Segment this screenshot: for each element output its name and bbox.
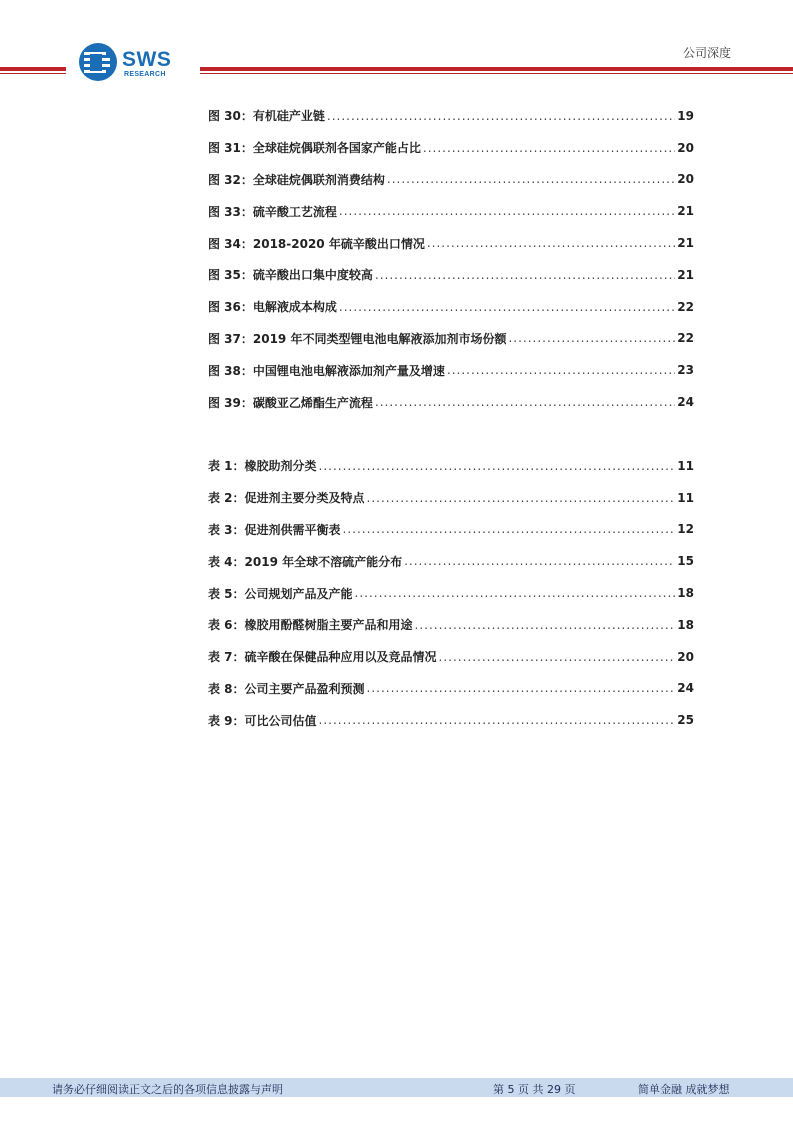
figure-index-entry-page-number: 22 (677, 299, 694, 314)
table-index-entry-page-number: 11 (677, 458, 694, 473)
figure-index-entry[interactable] (208, 164, 694, 196)
figure-index-entry-page-number: 22 (677, 331, 694, 346)
dot-leader (415, 618, 676, 632)
figure-index-entry[interactable] (208, 291, 694, 323)
dot-leader (319, 713, 676, 727)
figure-index-entry-label: 图 32：全球硅烷偶联剂消费结构 (208, 172, 385, 187)
dot-leader (319, 459, 676, 473)
dot-leader (343, 522, 676, 536)
dot-leader (375, 268, 675, 282)
table-index (208, 450, 694, 736)
dot-leader (427, 236, 675, 250)
table-index-entry-label: 表 8：公司主要产品盈利预测 (208, 681, 365, 696)
table-index-entry[interactable] (208, 450, 694, 482)
figure-index-entry-label: 图 38：中国锂电池电解液添加剂产量及增速 (208, 363, 445, 378)
figure-index (208, 100, 694, 418)
figure-index-entry-label: 图 34：2018-2020 年硫辛酸出口情况 (208, 236, 425, 251)
header-rule-right (200, 67, 793, 74)
figure-index-entry[interactable] (208, 259, 694, 291)
table-index-entry-page-number: 18 (677, 586, 694, 601)
figure-index-entry-page-number: 19 (677, 108, 694, 123)
dot-leader (439, 650, 676, 664)
sws-logo-icon (78, 42, 118, 82)
table-index-entry[interactable] (208, 545, 694, 577)
footer-disclaimer: 请务必仔细阅读正文之后的各项信息披露与声明 (52, 1083, 283, 1096)
figure-index-entry-page-number: 21 (677, 204, 694, 219)
figure-index-entry-label: 图 33：硫辛酸工艺流程 (208, 204, 337, 219)
figure-index-entry[interactable] (208, 386, 694, 418)
figure-index-entry-label: 图 36：电解液成本构成 (208, 300, 337, 315)
figure-index-entry-label: 图 30：有机硅产业链 (208, 109, 325, 124)
table-index-entry[interactable] (208, 673, 694, 705)
footer-bar (0, 1078, 793, 1097)
figure-index-entry-page-number: 20 (677, 140, 694, 155)
table-index-entry[interactable] (208, 514, 694, 546)
footer-page-info: 第 5 页 共 29 页 (493, 1083, 576, 1096)
figure-index-entry-page-number: 21 (677, 236, 694, 251)
table-index-entry[interactable] (208, 482, 694, 514)
table-index-entry[interactable] (208, 641, 694, 673)
table-index-entry-label: 表 7：硫辛酸在保健品种应用以及竞品情况 (208, 650, 437, 665)
document-type-label: 公司深度 (682, 46, 731, 60)
table-index-entry-label: 表 6：橡胶用酚醛树脂主要产品和用途 (208, 618, 413, 633)
table-index-entry[interactable] (208, 704, 694, 736)
table-index-entry-page-number: 25 (677, 713, 694, 728)
figure-index-entry[interactable] (208, 195, 694, 227)
figure-index-entry[interactable] (208, 354, 694, 386)
table-index-entry-page-number: 24 (677, 681, 694, 696)
figure-index-entry-page-number: 24 (677, 395, 694, 410)
figure-index-entry-page-number: 23 (677, 363, 694, 378)
figure-index-entry[interactable] (208, 100, 694, 132)
header-rule-left (0, 67, 66, 74)
dot-leader (327, 109, 675, 123)
figure-index-entry-page-number: 20 (677, 172, 694, 187)
dot-leader (404, 554, 675, 568)
sws-logo (78, 42, 188, 82)
dot-leader (367, 681, 676, 695)
table-index-entry-page-number: 11 (677, 490, 694, 505)
table-index-entry-label: 表 9：可比公司估值 (208, 713, 317, 728)
table-index-entry-page-number: 15 (677, 554, 694, 569)
table-index-entry-label: 表 2：促进剂主要分类及特点 (208, 491, 365, 506)
dot-leader (355, 586, 676, 600)
table-index-entry-label: 表 1：橡胶助剂分类 (208, 459, 317, 474)
footer-slogan: 简单金融 成就梦想 (638, 1083, 730, 1096)
dot-leader (339, 204, 675, 218)
dot-leader (447, 363, 675, 377)
table-index-entry-page-number: 18 (677, 617, 694, 632)
dot-leader (508, 331, 675, 345)
table-index-entry-label: 表 4：2019 年全球不溶硫产能分布 (208, 554, 403, 569)
figure-index-entry-label: 图 31：全球硅烷偶联剂各国家产能占比 (208, 141, 421, 156)
dot-leader (375, 395, 675, 409)
figure-index-entry[interactable] (208, 132, 694, 164)
table-index-entry[interactable] (208, 577, 694, 609)
figure-index-entry[interactable] (208, 323, 694, 355)
table-index-entry-page-number: 20 (677, 649, 694, 664)
table-index-entry-page-number: 12 (677, 522, 694, 537)
figure-index-entry[interactable] (208, 227, 694, 259)
dot-leader (339, 300, 675, 314)
figure-index-entry-label: 图 37：2019 年不同类型锂电池电解液添加剂市场份额 (208, 331, 507, 346)
logo-text: SWS (122, 48, 172, 71)
table-index-entry-label: 表 3：促进剂供需平衡表 (208, 522, 341, 537)
dot-leader (423, 141, 675, 155)
figure-index-entry-page-number: 21 (677, 267, 694, 282)
table-index-entry[interactable] (208, 609, 694, 641)
logo-subtext: RESEARCH (124, 71, 166, 78)
dot-leader (367, 491, 676, 505)
dot-leader (387, 172, 675, 186)
figure-index-entry-label: 图 39：碳酸亚乙烯酯生产流程 (208, 395, 373, 410)
figure-index-entry-label: 图 35：硫辛酸出口集中度较高 (208, 268, 373, 283)
table-index-entry-label: 表 5：公司规划产品及产能 (208, 586, 353, 601)
